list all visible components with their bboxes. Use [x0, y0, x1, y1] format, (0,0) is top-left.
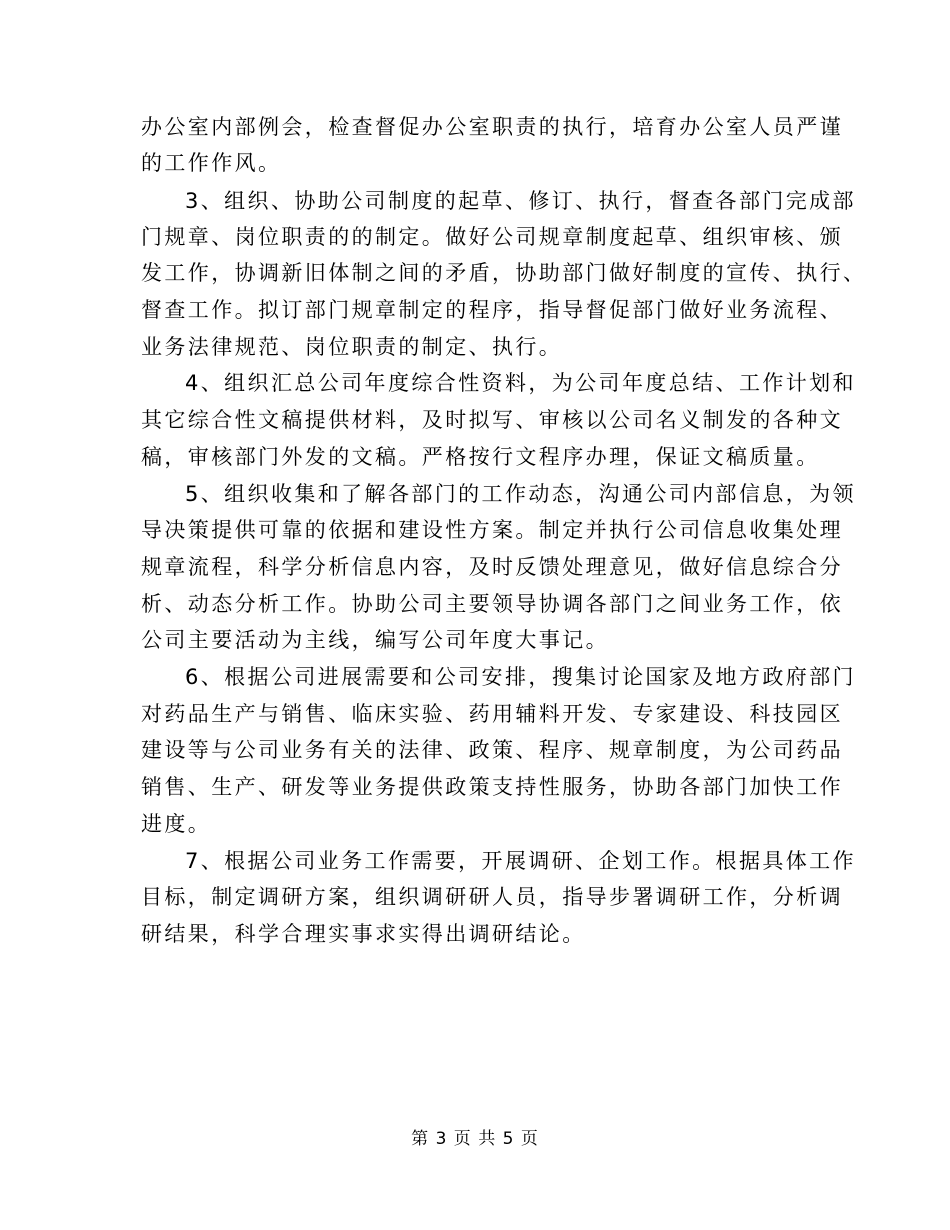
paragraph-line: 导决策提供可靠的依据和建设性方案。制定并执行公司信息收集处理 — [141, 518, 843, 542]
paragraph-line: 公司主要活动为主线，编写公司年度大事记。 — [141, 628, 609, 652]
paragraph-line: 办公室内部例会，检查督促办公室职责的执行，培育办公室人员严谨 — [141, 115, 843, 139]
paragraph-line: 4、组织汇总公司年度综合性资料，为公司年度总结、工作计划和 — [185, 371, 856, 395]
paragraph-line: 对药品生产与销售、临床实验、药用辅料开发、专家建设、科技园区 — [141, 702, 843, 726]
page-number-footer: 第 3 页 共 5 页 — [411, 1129, 539, 1149]
paragraph-line: 建设等与公司业务有关的法律、政策、程序、规章制度，为公司药品 — [141, 738, 843, 762]
paragraph-line: 督查工作。拟订部门规章制定的程序，指导督促部门做好业务流程、 — [141, 298, 843, 322]
paragraph-line: 研结果，科学合理实事求实得出调研结论。 — [141, 922, 586, 946]
paragraph-line: 的工作作风。 — [141, 151, 282, 175]
paragraph-line: 发工作，协调新旧体制之间的矛盾，协助部门做好制度的宣传、执行、 — [141, 261, 867, 285]
paragraph-line: 7、根据公司业务工作需要，开展调研、企划工作。根据具体工作 — [185, 849, 856, 873]
paragraph-line: 业务法律规范、岗位职责的制定、执行。 — [141, 335, 563, 359]
paragraph-line: 规章流程，科学分析信息内容，及时反馈处理意见，做好信息综合分 — [141, 555, 843, 579]
paragraph-line: 其它综合性文稿提供材料，及时拟写、审核以公司名义制发的各种文 — [141, 408, 843, 432]
paragraph-line: 析、动态分析工作。协助公司主要领导协调各部门之间业务工作，依 — [141, 592, 843, 616]
paragraph-line: 进度。 — [141, 812, 212, 836]
paragraph-line: 目标，制定调研方案，组织调研研人员，指导步署调研工作，分析调 — [141, 885, 843, 909]
paragraph-line: 销售、生产、研发等业务提供政策支持性服务，协助各部门加快工作 — [141, 775, 843, 799]
paragraph-line: 稿，审核部门外发的文稿。严格按行文程序办理，保证文稿质量。 — [141, 445, 820, 469]
paragraph-line: 6、根据公司进展需要和公司安排，搜集讨论国家及地方政府部门 — [185, 665, 856, 689]
paragraph-line: 门规章、岗位职责的的制定。做好公司规章制度起草、组织审核、颁 — [141, 225, 843, 249]
paragraph-line: 3、组织、协助公司制度的起草、修订、执行，督查各部门完成部 — [185, 189, 856, 213]
paragraph-line: 5、组织收集和了解各部门的工作动态，沟通公司内部信息，为领 — [185, 482, 856, 506]
